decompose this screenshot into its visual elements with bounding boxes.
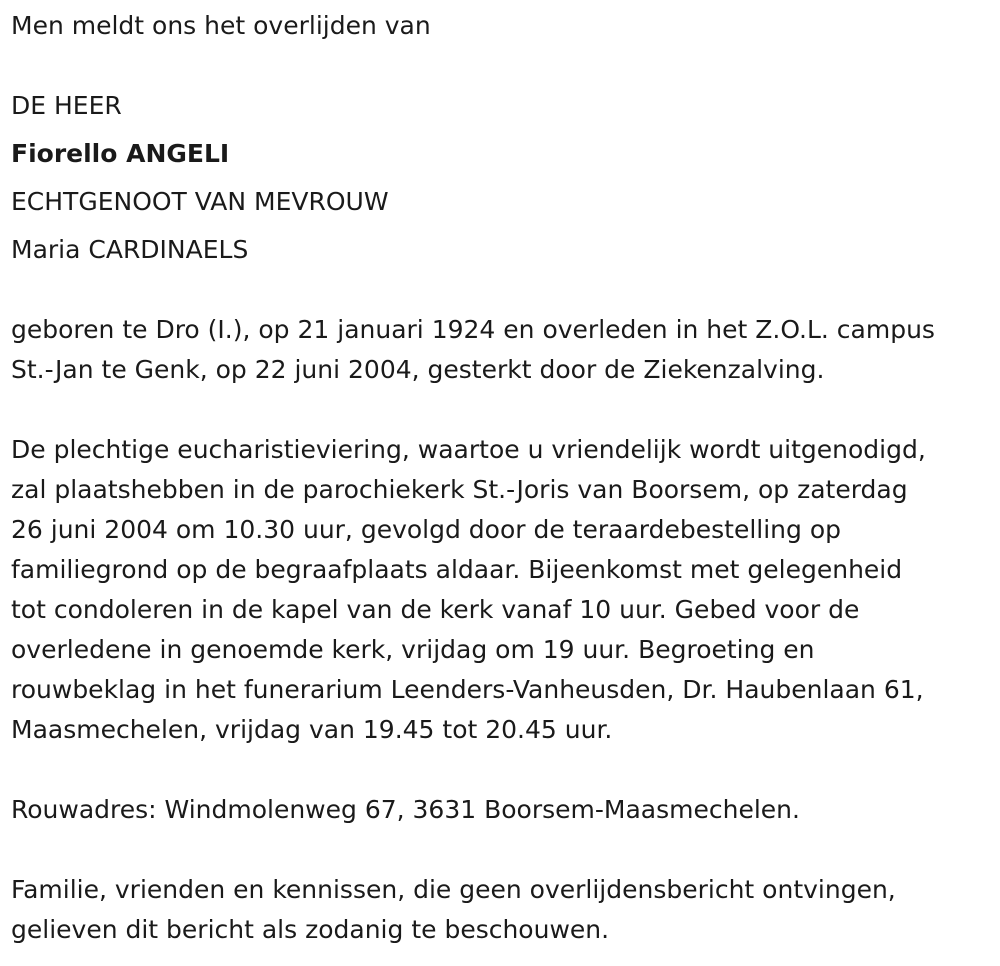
paragraph-line: zal plaatshebben in de parochiekerk St.-Joris van Boorsem, op zaterdag — [11, 475, 908, 504]
paragraph-line: rouwbeklag in het funerarium Leenders-Vanheusden, Dr. Haubenlaan 61, — [11, 675, 924, 704]
title-prefix: DE HEER — [11, 91, 122, 120]
closing-paragraph — [11, 870, 996, 950]
paragraph-line: 26 juni 2004 om 10.30 uur, gevolgd door de teraardebestelling op — [11, 515, 841, 544]
paragraph-line: overledene in genoemde kerk, vrijdag om 19 uur. Begroeting en — [11, 635, 815, 664]
spacer — [11, 270, 996, 310]
spouse-label: ECHTGENOOT VAN MEVROUW — [11, 187, 389, 216]
mourning-address: Rouwadres: Windmolenweg 67, 3631 Boorsem-Maasmechelen. — [11, 795, 800, 824]
intro-line: Men meldt ons het overlijden van — [11, 11, 431, 40]
birth-death-paragraph — [11, 310, 996, 390]
paragraph-line: De plechtige eucharistieviering, waartoe u vriendelijk wordt uitgenodigd, — [11, 435, 926, 464]
paragraph-line: gelieven dit bericht als zodanig te beschouwen. — [11, 915, 610, 944]
spacer — [11, 390, 996, 430]
paragraph-line: St.-Jan te Genk, op 22 juni 2004, gesterkt door de Ziekenzalving. — [11, 355, 825, 384]
spacer — [11, 46, 996, 86]
spacer — [11, 830, 996, 870]
paragraph-line: tot condoleren in de kapel van de kerk vanaf 10 uur. Gebed voor de — [11, 595, 860, 624]
obituary-notice — [11, 6, 996, 950]
spouse-name: Maria CARDINAELS — [11, 235, 249, 264]
paragraph-line: geboren te Dro (I.), op 21 januari 1924 en overleden in het Z.O.L. campus — [11, 315, 935, 344]
deceased-name: Fiorello ANGELI — [11, 139, 230, 168]
ceremony-paragraph — [11, 430, 996, 750]
spacer — [11, 750, 996, 790]
paragraph-line: familiegrond op de begraafplaats aldaar. Bijeenkomst met gelegenheid — [11, 555, 903, 584]
paragraph-line: Familie, vrienden en kennissen, die geen overlijdensbericht ontvingen, — [11, 875, 896, 904]
paragraph-line: Maasmechelen, vrijdag van 19.45 tot 20.45 uur. — [11, 715, 613, 744]
